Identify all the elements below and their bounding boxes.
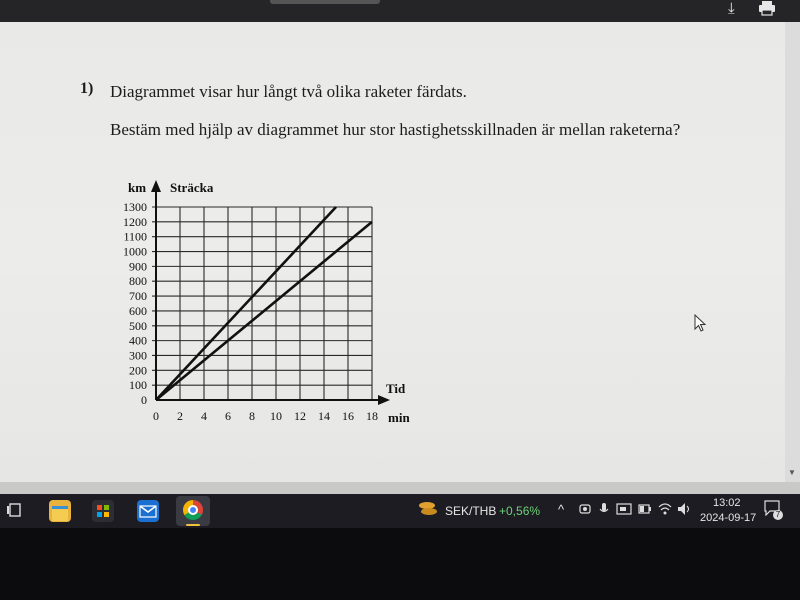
x-tick-label: 0 <box>153 409 159 423</box>
x-tick-label: 2 <box>177 409 183 423</box>
chart-axes <box>151 180 390 405</box>
x-tick-label: 10 <box>270 409 282 423</box>
y-axis-label: Sträcka <box>170 180 214 195</box>
y-tick-label: 300 <box>129 348 147 363</box>
x-tick-label: 12 <box>294 409 306 423</box>
toolbar-remnant <box>270 0 380 4</box>
x-axis-unit: min <box>388 410 410 425</box>
x-axis-label: Tid <box>386 381 406 396</box>
chart-series <box>156 207 372 400</box>
distance-time-chart <box>100 170 440 435</box>
chrome-icon[interactable] <box>183 500 203 520</box>
y-tick-label: 500 <box>129 318 147 333</box>
y-tick-label: 800 <box>129 274 147 289</box>
chart-tick-labels <box>123 200 378 423</box>
chevron-up-icon[interactable]: ^ <box>558 502 565 517</box>
chrome-active-indicator <box>186 524 200 526</box>
y-tick-label: 1300 <box>123 200 147 214</box>
ticker-symbol[interactable]: SEK/THB <box>445 504 497 518</box>
series-line-1 <box>156 207 336 400</box>
question-prompt: Bestäm med hjälp av diagrammet hur stor hastighetsskillnaden är mellan raketerna? <box>110 120 681 139</box>
microphone-icon[interactable] <box>598 502 610 516</box>
document-bottom-edge <box>0 482 800 494</box>
x-axis-arrow <box>378 395 390 405</box>
y-tick-label: 200 <box>129 363 147 378</box>
y-tick-label: 1100 <box>123 229 147 244</box>
y-tick-label: 1000 <box>123 244 147 259</box>
desk-below-monitor <box>0 528 800 600</box>
question-text: Diagrammet visar hur långt två olika raketer färdats. <box>110 82 467 101</box>
y-tick-label: 0 <box>141 393 147 407</box>
y-tick-label: 900 <box>129 259 147 274</box>
y-axis-unit: km <box>128 180 147 195</box>
x-tick-label: 8 <box>249 409 255 423</box>
y-tick-label: 1200 <box>123 214 147 229</box>
wifi-icon[interactable] <box>658 502 672 516</box>
coins-icon[interactable] <box>419 500 437 518</box>
x-tick-label: 14 <box>318 409 330 423</box>
clock-date[interactable]: 2024-09-17 <box>700 512 757 524</box>
chart-grid <box>152 207 372 400</box>
mouse-cursor-icon <box>694 314 708 334</box>
scrollbar[interactable] <box>785 22 800 482</box>
ticker-change: +0,56% <box>499 504 541 518</box>
camera-icon[interactable] <box>578 502 592 516</box>
microsoft-store-icon[interactable] <box>92 500 114 522</box>
browser-toolbar <box>0 0 800 22</box>
printer-glyph <box>758 0 776 16</box>
y-tick-label: 100 <box>129 378 147 393</box>
y-tick-label: 700 <box>129 289 147 304</box>
scroll-down-icon[interactable]: ▼ <box>788 468 796 477</box>
clock-time[interactable]: 13:02 <box>713 497 741 509</box>
y-tick-label: 400 <box>129 333 147 348</box>
print-icon[interactable] <box>758 0 776 21</box>
notification-badge: 7 <box>773 510 783 520</box>
file-explorer-icon[interactable] <box>49 500 71 522</box>
mail-icon[interactable] <box>137 500 159 522</box>
x-tick-label: 6 <box>225 409 231 423</box>
volume-icon[interactable] <box>677 502 691 516</box>
x-tick-label: 18 <box>366 409 378 423</box>
x-tick-label: 16 <box>342 409 354 423</box>
question-number: 1) <box>80 80 94 97</box>
x-tick-label: 4 <box>201 409 207 423</box>
battery-icon[interactable] <box>638 504 652 514</box>
task-view-icon[interactable] <box>6 502 22 518</box>
download-icon[interactable]: ⤓ <box>728 0 735 17</box>
y-axis-arrow <box>151 180 161 192</box>
y-tick-label: 600 <box>129 303 147 318</box>
screen-share-icon[interactable] <box>616 502 632 516</box>
